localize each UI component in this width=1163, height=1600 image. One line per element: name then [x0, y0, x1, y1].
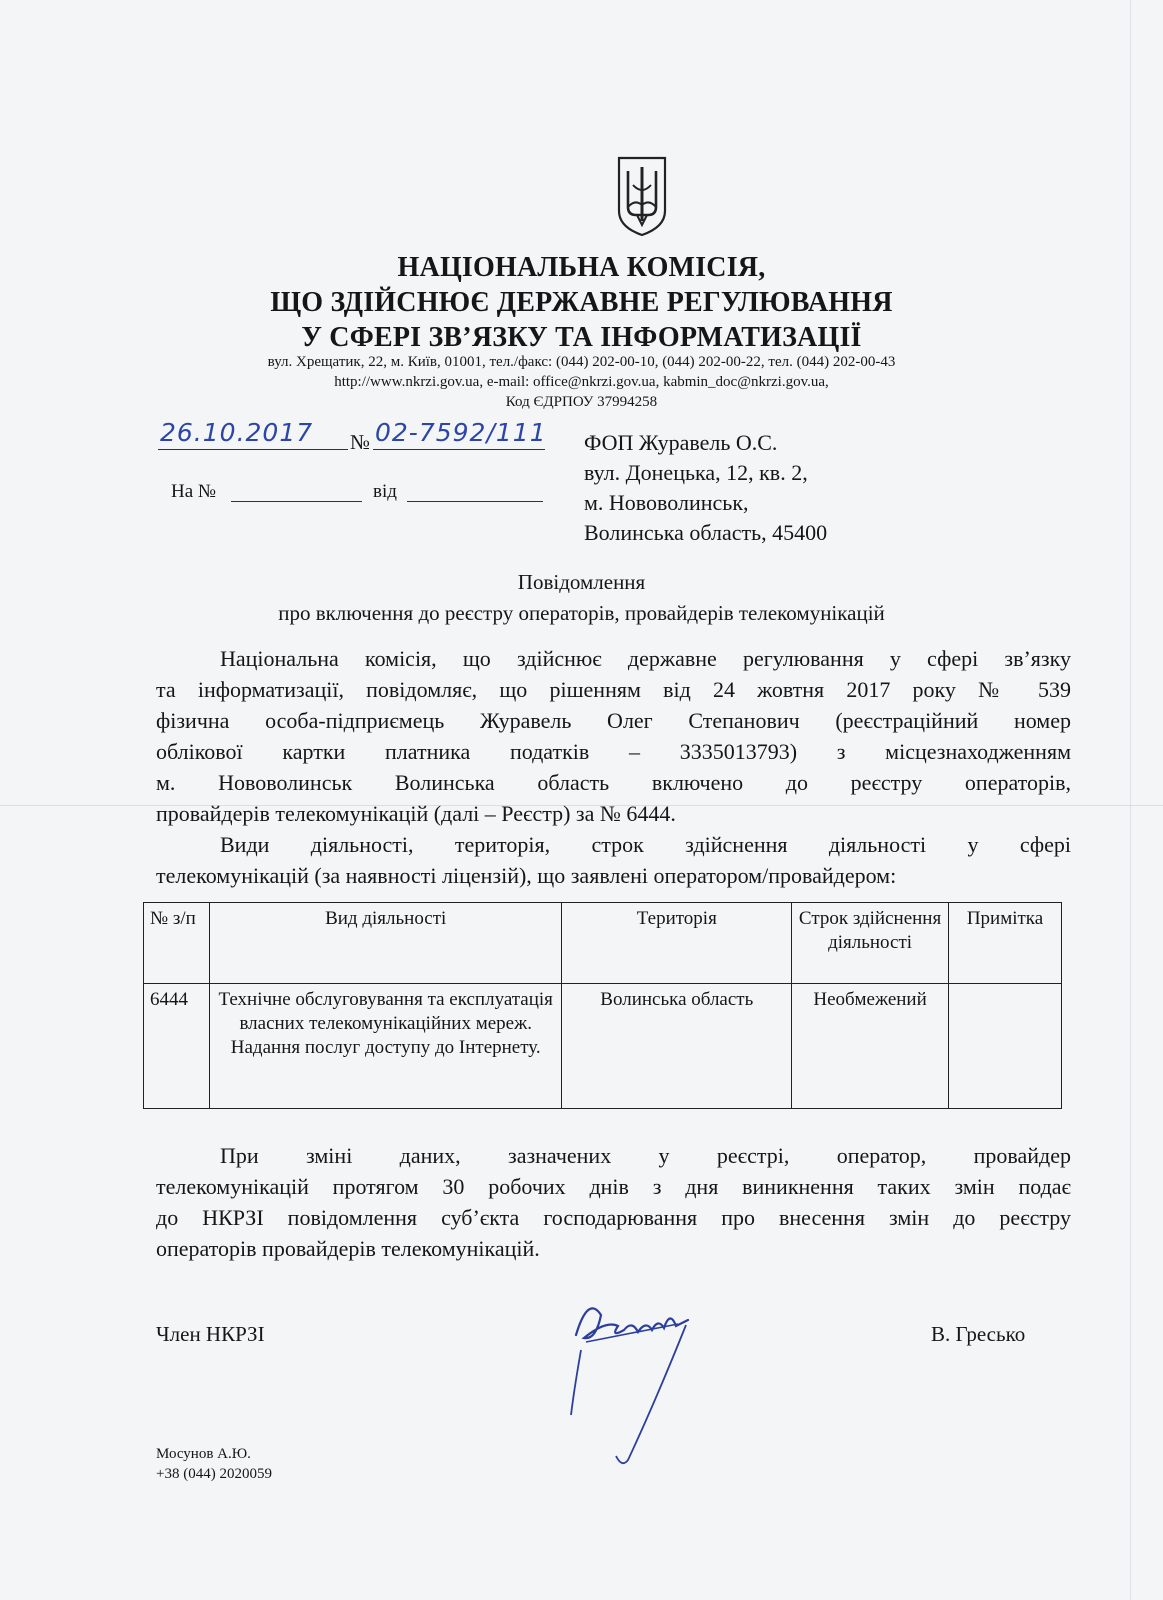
recipient-name: ФОП Журавель О.С.	[584, 430, 778, 455]
outgoing-date: 26.10.2017	[160, 418, 314, 447]
body-line: Національна комісія, що здійснює державне регулювання у сфері зв’язку	[220, 646, 1071, 671]
registry-table	[143, 902, 1062, 1109]
contact-name: Мосунов А.Ю.	[156, 1446, 251, 1462]
org-name-line1: НАЦІОНАЛЬНА КОМІСІЯ,	[397, 252, 766, 283]
recipient-block	[584, 428, 827, 548]
outgoing-number: 02-7592/111	[375, 418, 547, 447]
cell-term: Необмежений	[792, 984, 949, 1109]
document-title: Повідомлення	[517, 570, 646, 594]
body-line: телекомунікацій (за наявності ліцензій), що заявлені оператором/провайдером:	[156, 863, 897, 888]
body-line: м. Нововолинськ Волинська область включено до реєстру операторів,	[156, 770, 1071, 795]
body-line: провайдерів телекомунікацій (далі – Реєстр) за № 6444.	[156, 801, 676, 826]
paper-edge-line	[1130, 0, 1131, 1600]
body-line: При зміні даних, зазначених у реєстрі, оператор, провайдер	[220, 1143, 1071, 1168]
recipient-street: вул. Донецька, 12, кв. 2,	[584, 460, 808, 485]
header-cell-territory: Територія	[562, 903, 792, 984]
body-line: до НКРЗІ повідомлення суб’єкта господарювання про внесення змін до реєстру	[156, 1205, 1071, 1230]
body-line: фізична особа-підприємець Журавель Олег Степанович (реєстраційний номер	[156, 708, 1071, 733]
body-line: телекомунікацій протягом 30 робочих днів з дня виникнення таких змін подає	[156, 1174, 1071, 1199]
body-paragraph-3	[156, 1140, 1071, 1264]
body-paragraph-2	[156, 829, 1071, 891]
reply-date-underline	[407, 501, 543, 502]
org-code: Код ЄДРПОУ 37994258	[505, 394, 658, 410]
document-subtitle: про включення до реєстру операторів, провайдерів телекомунікацій	[278, 601, 885, 625]
header-cell-activity: Вид діяльності	[209, 903, 562, 984]
org-address: вул. Хрещатик, 22, м. Київ, 01001, тел./факс: (044) 202-00-10, (044) 202-00-22, тел. (044) 202-00-43	[267, 354, 896, 370]
reply-from-label: від	[373, 481, 397, 502]
header-cell-number: № з/п	[144, 903, 210, 984]
contact-phone: +38 (044) 2020059	[156, 1466, 272, 1482]
org-name-line3: У СФЕРІ ЗВ’ЯЗКУ ТА ІНФОРМАТИЗАЦІЇ	[301, 322, 862, 353]
cell-activity: Технічне обслуговування та експлуатація власних телекомунікаційних мереж. Надання послуг доступу до Інтернету.	[209, 984, 562, 1109]
table-row	[144, 984, 1062, 1109]
org-web-email: http://www.nkrzi.gov.ua, e-mail: office@nkrzi.gov.ua, kabmin_doc@nkrzi.gov.ua,	[334, 374, 829, 390]
cell-number: 6444	[144, 984, 210, 1109]
header-cell-term: Строк здійснення діяльності	[792, 903, 949, 984]
date-underline	[158, 449, 348, 450]
body-line: операторів провайдерів телекомунікацій.	[156, 1236, 540, 1261]
body-line: та інформатизації, повідомляє, що рішенням від 24 жовтня 2017 року № 539	[156, 677, 1071, 702]
cell-territory: Волинська область	[562, 984, 792, 1109]
handwritten-signature	[566, 1290, 736, 1490]
recipient-region: Волинська область, 45400	[584, 520, 828, 545]
cell-note	[949, 984, 1062, 1109]
signer-name: В. Гресько	[931, 1322, 1026, 1346]
reply-to-number-label: На №	[171, 481, 217, 502]
body-line: Види діяльності, територія, строк здійснення діяльності у сфері	[220, 832, 1071, 857]
table-header-row	[144, 903, 1062, 984]
reply-number-underline	[231, 501, 362, 502]
number-underline	[373, 449, 545, 450]
recipient-city: м. Нововолинськ,	[584, 490, 749, 515]
header-cell-note: Примітка	[949, 903, 1062, 984]
signer-position: Член НКРЗІ	[156, 1322, 265, 1346]
body-paragraph-1	[156, 643, 1071, 829]
trident-emblem-icon	[615, 155, 669, 237]
number-sign: №	[350, 430, 371, 454]
org-name-line2: ЩО ЗДІЙСНЮЄ ДЕРЖАВНЕ РЕГУЛЮВАННЯ	[270, 287, 893, 318]
body-line: облікової картки платника податків – 3335013793) з місцезнаходженням	[156, 739, 1071, 764]
